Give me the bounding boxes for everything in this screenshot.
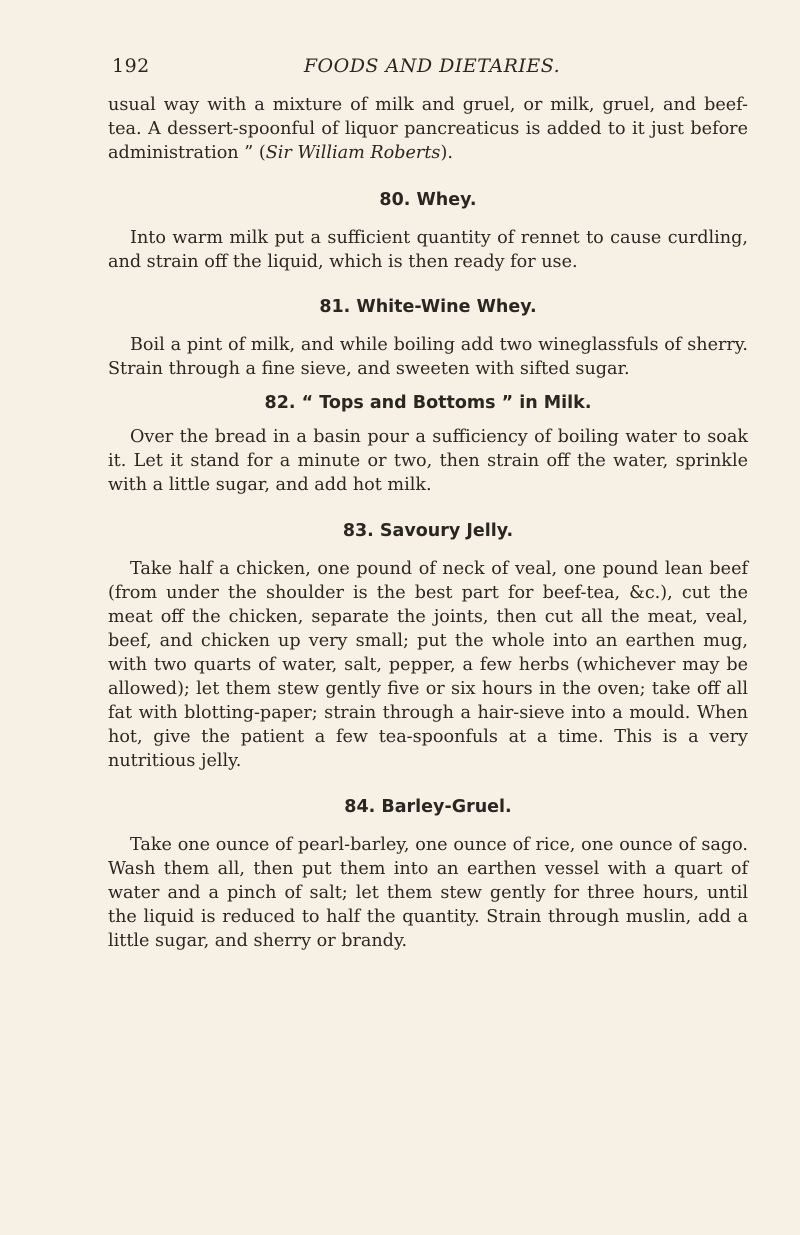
intro-paragraph <box>108 93 748 165</box>
page-number: 192 <box>112 55 150 77</box>
intro-attribution: Sir William Roberts <box>265 143 441 163</box>
page-body <box>108 93 748 953</box>
intro-closing: ). <box>440 143 453 163</box>
recipe-heading-white-wine-whey: 81. White-Wine Whey. <box>319 297 537 317</box>
recipe-heading-tops-and-bottoms: 82. “ Tops and Bottoms ” in Milk. <box>264 393 592 413</box>
running-head <box>112 55 752 83</box>
recipe-body-whey: Into warm milk put a sufficient quantity of rennet to cause curdling, and strain off the liquid, which is then ready for use. <box>108 228 748 272</box>
recipe-body-white-wine-whey: Boil a pint of milk, and while boiling add two wineglassfuls of sherry. Strain through a fine sieve, and sweeten with sifted sugar. <box>108 335 748 379</box>
intro-text: usual way with a mixture of milk and gruel, or milk, gruel, and beef-tea. A dessert-spoonful of liquor pancreaticus is added to it just before administration ” ( <box>108 95 748 163</box>
recipe-heading-whey: 80. Whey. <box>379 190 477 210</box>
recipe-body-barley-gruel: Take one ounce of pearl-barley, one ounce of rice, one ounce of sago. Wash them all, then put them into an earthen vessel with a quart of water and a pinch of salt; let them stew gently for three hours, until the liquid is reduced to half the quantity. Strain through muslin, add a little sugar, and sherry or brandy. <box>108 835 748 951</box>
recipe-heading-savoury-jelly: 83. Savoury Jelly. <box>342 521 514 541</box>
recipe-body-savoury-jelly: Take half a chicken, one pound of neck of veal, one pound lean beef (from under the shoulder is the best part for beef-tea, &c.), cut the meat off the chicken, separate the joints, then cut all the meat, veal, beef, and chicken up very small; put the whole into an earthen mug, with two quarts of water, salt, pepper, a few herbs (whichever may be allowed); let them stew gently five or six hours in the oven; take off all fat with blotting-paper; strain through a hair-sieve into a mould. When hot, give the patient a few tea-spoonfuls at a time. This is a very nutritious jelly. <box>108 559 748 771</box>
running-title: FOODS AND DIETARIES. <box>303 55 561 77</box>
recipe-body-tops-and-bottoms: Over the bread in a basin pour a sufficiency of boiling water to soak it. Let it stand for a minute or two, then strain off the water, sprinkle with a little sugar, and add hot milk. <box>108 427 748 495</box>
recipe-heading-barley-gruel: 84. Barley-Gruel. <box>344 797 512 817</box>
